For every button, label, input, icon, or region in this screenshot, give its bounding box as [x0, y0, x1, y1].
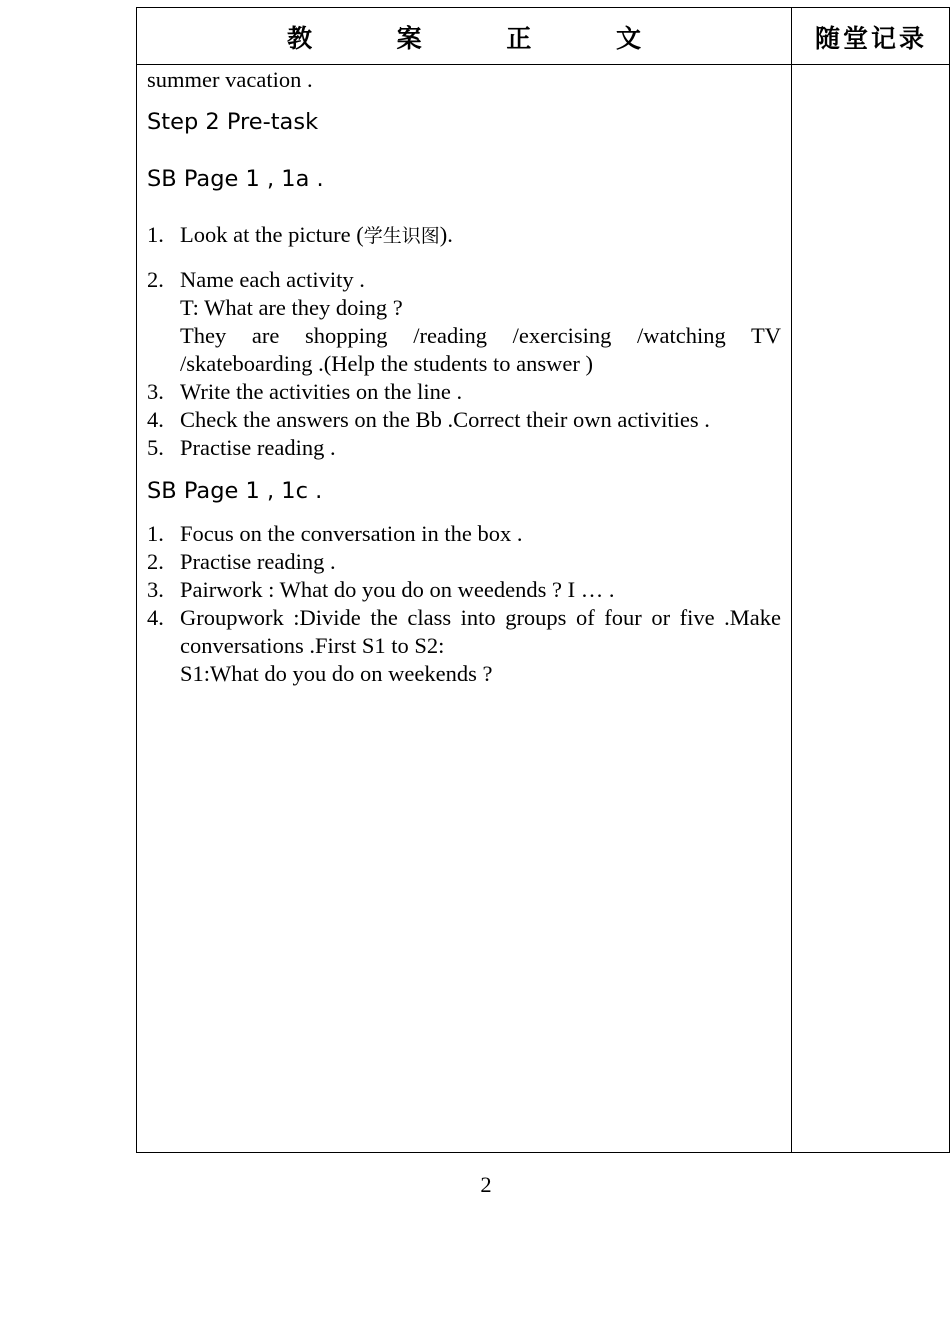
step-heading: Step 2 Pre-task: [147, 109, 319, 135]
item-number: 4.: [147, 605, 164, 630]
item-text-end: ).: [439, 222, 453, 247]
list-item: [147, 548, 781, 576]
list-item: [147, 520, 781, 548]
section1-list: [147, 221, 781, 462]
item-line: T: What are they doing ?: [180, 295, 403, 320]
lesson-content: [147, 66, 781, 688]
intro-line: summer vacation .: [147, 67, 313, 92]
item-text: Look at the picture (: [180, 222, 364, 247]
item-line: They are shopping /reading /exercising /watching TV /skateboarding .(Help the students to answer ): [180, 323, 781, 376]
list-item: [147, 434, 781, 462]
item-text: Pairwork : What do you do on weedends ? I … .: [180, 577, 615, 602]
item-text: Write the activities on the line .: [180, 379, 463, 404]
table-header-row: [137, 8, 949, 65]
section2-list: [147, 520, 781, 688]
list-item: [147, 576, 781, 604]
section1-heading: SB Page 1 , 1a .: [147, 166, 324, 192]
lesson-plan-table: [136, 7, 950, 1153]
item-number: 3.: [147, 379, 164, 404]
item-number: 1.: [147, 521, 164, 546]
item-line: Name each activity .: [180, 267, 365, 292]
item-text: Check the answers on the Bb .Correct their own activities .: [180, 407, 710, 432]
section2-heading: SB Page 1 , 1c .: [147, 478, 323, 504]
item-number: 2.: [147, 267, 164, 292]
item-number: 1.: [147, 222, 164, 247]
item-text: Focus on the conversation in the box .: [180, 521, 523, 546]
list-item: [147, 378, 781, 406]
item-number: 5.: [147, 435, 164, 460]
list-item: [147, 266, 781, 378]
item-line: S1:What do you do on weekends ?: [180, 661, 493, 686]
list-item: [147, 406, 781, 434]
notes-column-title: 随堂记录: [814, 23, 927, 53]
item-cjk-note: 学生识图: [363, 225, 440, 247]
page-number: 2: [480, 1172, 492, 1197]
item-line: Groupwork :Divide the class into groups of four or five .Make conversations .First S1 to S2:: [180, 605, 781, 658]
list-item: [147, 221, 781, 250]
item-number: 2.: [147, 549, 164, 574]
main-column-title: 教 案 正 文: [286, 23, 680, 53]
item-number: 4.: [147, 407, 164, 432]
item-number: 3.: [147, 577, 164, 602]
column-divider: [791, 8, 792, 1152]
list-item: [147, 604, 781, 688]
item-text: Practise reading .: [180, 549, 336, 574]
item-text: Practise reading .: [180, 435, 336, 460]
